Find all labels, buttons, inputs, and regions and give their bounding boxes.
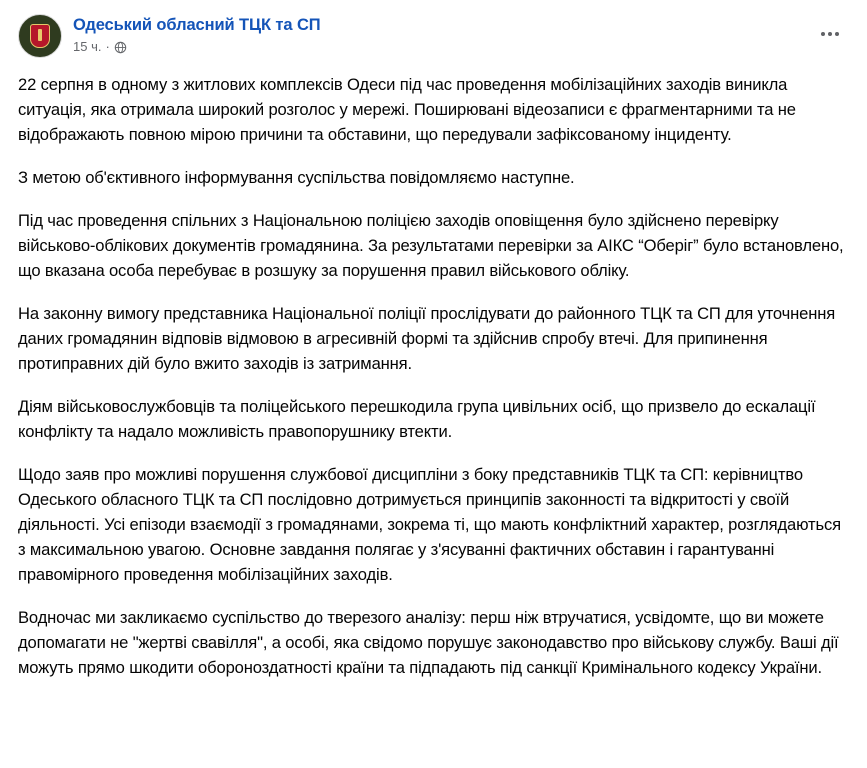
post-timestamp[interactable]: 15 ч. [73,39,102,54]
post-paragraph: На законну вимогу представника Національної поліції прослідувати до районного ТЦК та СП для уточнення даних громадянин відповів відмовою в агресивній формі та здійснив спробу втечі. Для припинення протиправних дій було вжито заходів із затримання. [18,304,836,373]
military-crest-avatar-icon [30,24,50,48]
post-paragraph: Водночас ми закликаємо суспільство до тверезого аналізу: перш ніж втручатися, усвідомте, що ви можете допомагати не "жертві свавілля", а особі, яка свідомо порушує законодавство про військову службу. Ваші дії можуть прямо шкодити обороноздатності країни та підпадають під санкції Кримінального кодексу України. [18,608,839,677]
post-header-text [73,14,321,55]
meta-separator: · [105,39,110,54]
ellipsis-horizontal-icon[interactable] [813,24,847,44]
page-name[interactable]: Одеський обласний ТЦК та СП [73,16,321,34]
avatar[interactable] [18,14,62,58]
post-paragraph: Щодо заяв про можливі порушення службової дисципліни з боку представників ТЦК та СП: керівництво Одеського обласного ТЦК та СП послідовно дотримується принципів законності та відкритості у своїй діяльності. Усі епізоди взаємодії з громадянами, зокрема ті, що мають конфліктний характер, розглядаються з максимальною увагою. Основне завдання полягає у з'ясуванні фактичних обставин і гарантуванні правомірного проведення мобілізаційних заходів. [18,465,841,584]
post-paragraph: 22 серпня в одному з житлових комплексів Одеси під час проведення мобілізаційних заходів виникла ситуація, яка отримала широкий розголос у мережі. Поширювані відеозаписи є фрагментарними та не відображають повною мірою причини та обставини, що передували зафіксованому інциденту. [18,75,796,144]
post-body [18,72,849,680]
globe-icon[interactable] [114,41,127,54]
post-header [18,14,849,58]
post-paragraph: Під час проведення спільних з Національною поліцією заходів оповіщення було здійснено перевірку військово-облікових документів громадянина. За результатами перевірки за АІКС “Оберіг” було встановлено, що вказана особа перебуває в розшуку за порушення правил військового обліку. [18,211,844,280]
post-paragraph: Діям військовослужбовців та поліцейського перешкодила група цивільних осіб, що призвело до ескалації конфлікту та надало можливість правопорушнику втекти. [18,397,816,441]
post-meta [73,39,321,55]
post-paragraph: З метою об'єктивного інформування суспільства повідомляємо наступне. [18,168,575,187]
